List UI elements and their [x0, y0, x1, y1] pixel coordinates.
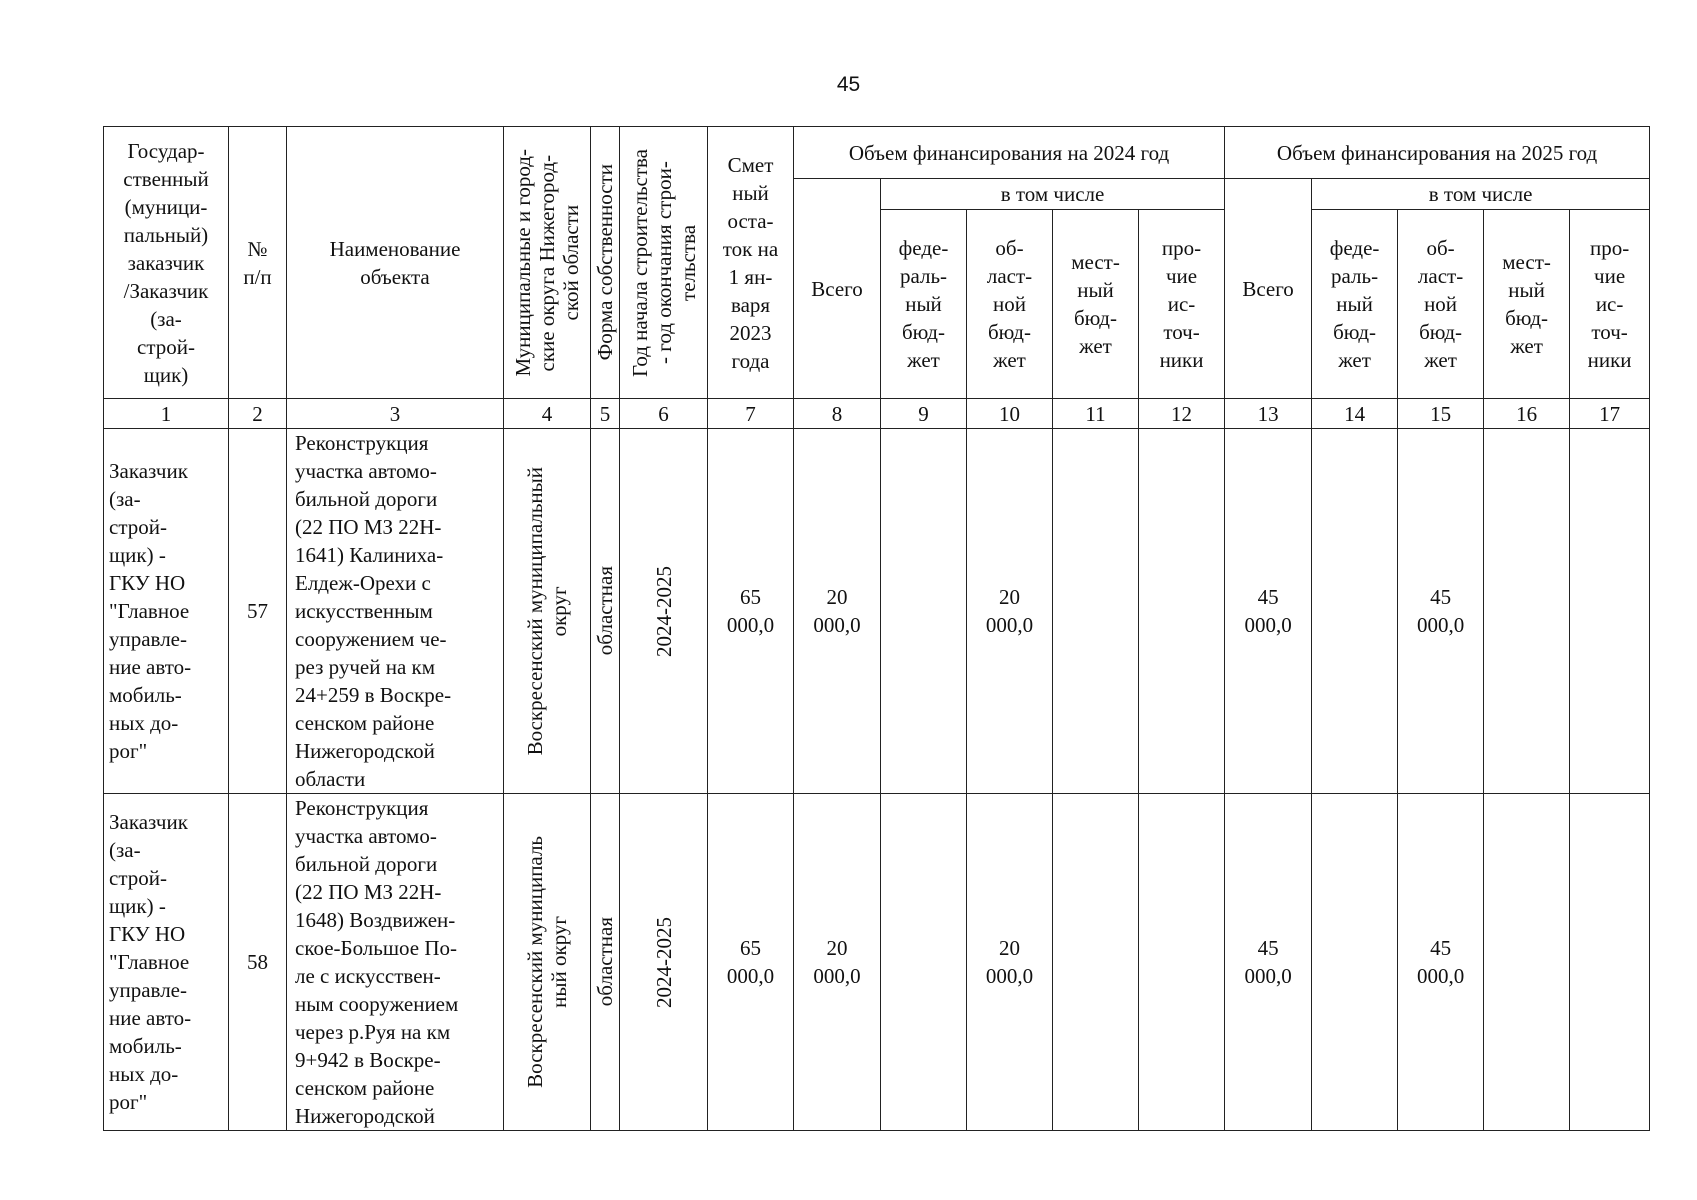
- row-ownership: [591, 794, 620, 1131]
- row-ownership: [591, 429, 620, 794]
- row-other-2025: [1570, 429, 1650, 794]
- row-customer: Заказчик (за- строй- щик) - ГКУ НО "Главное управле- ние авто- мобиль- ных до- рог": [104, 429, 229, 794]
- col-num: 10: [967, 399, 1053, 429]
- table-row: [104, 429, 1650, 794]
- row-federal-2025: [1312, 429, 1398, 794]
- row-federal-2024: [881, 794, 967, 1131]
- row-years-text: 2024-2025: [651, 916, 676, 1008]
- row-total-2024: 20 000,0: [794, 429, 881, 794]
- col-num: 3: [287, 399, 504, 429]
- row-object-name: Реконструкция участка автомо- бильной дороги (22 ПО МЗ 22Н- 1648) Воздвижен- ское-Большое По- ле с искусствен- ным сооружением через р.Руя на км 9+942 в Воскре- сенском районе Нижегородской: [287, 794, 504, 1131]
- row-ownership-text: областная: [593, 917, 617, 1007]
- col-num: 17: [1570, 399, 1650, 429]
- col-num: 13: [1225, 399, 1312, 429]
- header-regional-2025: об- ласт- ной бюд- жет: [1398, 210, 1484, 399]
- row-local-2024: [1053, 794, 1139, 1131]
- row-customer: Заказчик (за- строй- щик) - ГКУ НО "Главное управле- ние авто- мобиль- ных до- рог": [104, 794, 229, 1131]
- row-remaining: 65 000,0: [708, 429, 794, 794]
- row-remaining: 65 000,0: [708, 794, 794, 1131]
- header-municipality: [504, 127, 591, 399]
- row-local-2025: [1484, 429, 1570, 794]
- row-regional-2025: 45 000,0: [1398, 794, 1484, 1131]
- row-federal-2025: [1312, 794, 1398, 1131]
- row-years: [620, 429, 708, 794]
- row-other-2025: [1570, 794, 1650, 1131]
- header-customer: Государ- ственный (муници- пальный) заказчик /Заказчик (за- строй- щик): [104, 127, 229, 399]
- header-federal-2025: феде- раль- ный бюд- жет: [1312, 210, 1398, 399]
- row-total-2024: 20 000,0: [794, 794, 881, 1131]
- row-regional-2025: 45 000,0: [1398, 429, 1484, 794]
- col-num: 5: [591, 399, 620, 429]
- column-numbers-row: [104, 399, 1650, 429]
- header-regional-2024: об- ласт- ной бюд- жет: [967, 210, 1053, 399]
- row-other-2024: [1139, 794, 1225, 1131]
- header-other-2024: про- чие ис- точ- ники: [1139, 210, 1225, 399]
- col-num: 2: [229, 399, 287, 429]
- row-municipality: [504, 429, 591, 794]
- col-num: 15: [1398, 399, 1484, 429]
- header-years: [620, 127, 708, 399]
- header-local-2024: мест- ный бюд- жет: [1053, 210, 1139, 399]
- header-financing-2024: Объем финансирования на 2024 год: [794, 127, 1225, 179]
- row-municipality-text: Воскресенский муниципаль ный округ: [523, 836, 571, 1088]
- row-years: [620, 794, 708, 1131]
- header-total-2025: Всего: [1225, 179, 1312, 399]
- col-num: 4: [504, 399, 591, 429]
- header-remaining: Смет ный оста- ток на 1 ян- варя 2023 года: [708, 127, 794, 399]
- header-num: № п/п: [229, 127, 287, 399]
- table-row: [104, 794, 1650, 1131]
- header-other-2025: про- чие ис- точ- ники: [1570, 210, 1650, 399]
- header-federal-2024: феде- раль- ный бюд- жет: [881, 210, 967, 399]
- header-object-name: Наименование объекта: [287, 127, 504, 399]
- row-municipality-text: Воскресенский муниципальный округ: [523, 466, 571, 756]
- row-ownership-text: областная: [593, 566, 617, 656]
- row-regional-2024: 20 000,0: [967, 429, 1053, 794]
- row-total-2025: 45 000,0: [1225, 794, 1312, 1131]
- header-years-text: Год начала строительства - год окончания строи- тельства: [627, 148, 700, 377]
- col-num: 12: [1139, 399, 1225, 429]
- row-regional-2024: 20 000,0: [967, 794, 1053, 1131]
- col-num: 6: [620, 399, 708, 429]
- row-total-2025: 45 000,0: [1225, 429, 1312, 794]
- header-ownership-text: Форма собственности: [593, 164, 617, 361]
- header-row-1: [104, 127, 1650, 179]
- header-municipality-text: Муниципальные и город- ские округа Нижегород- ской области: [511, 148, 583, 377]
- header-financing-2025: Объем финансирования на 2025 год: [1225, 127, 1650, 179]
- header-including-2025: в том числе: [1312, 179, 1650, 210]
- header-including-2024: в том числе: [881, 179, 1225, 210]
- header-ownership: [591, 127, 620, 399]
- row-years-text: 2024-2025: [651, 565, 676, 657]
- row-object-name: Реконструкция участка автомо- бильной дороги (22 ПО МЗ 22Н- 1641) Калиниха- Елдеж-Орехи с искусственным сооружением че- рез ручей на км 24+259 в Воскре- сенском районе Нижегородской области: [287, 429, 504, 794]
- col-num: 14: [1312, 399, 1398, 429]
- row-federal-2024: [881, 429, 967, 794]
- col-num: 9: [881, 399, 967, 429]
- row-local-2024: [1053, 429, 1139, 794]
- row-num: 58: [229, 794, 287, 1131]
- row-local-2025: [1484, 794, 1570, 1131]
- financing-table: [103, 126, 1650, 1131]
- row-municipality: [504, 794, 591, 1131]
- header-total-2024: Всего: [794, 179, 881, 399]
- col-num: 7: [708, 399, 794, 429]
- col-num: 16: [1484, 399, 1570, 429]
- col-num: 8: [794, 399, 881, 429]
- header-local-2025: мест- ный бюд- жет: [1484, 210, 1570, 399]
- page-number: 45: [836, 73, 861, 96]
- col-num: 11: [1053, 399, 1139, 429]
- row-num: 57: [229, 429, 287, 794]
- row-other-2024: [1139, 429, 1225, 794]
- col-num: 1: [104, 399, 229, 429]
